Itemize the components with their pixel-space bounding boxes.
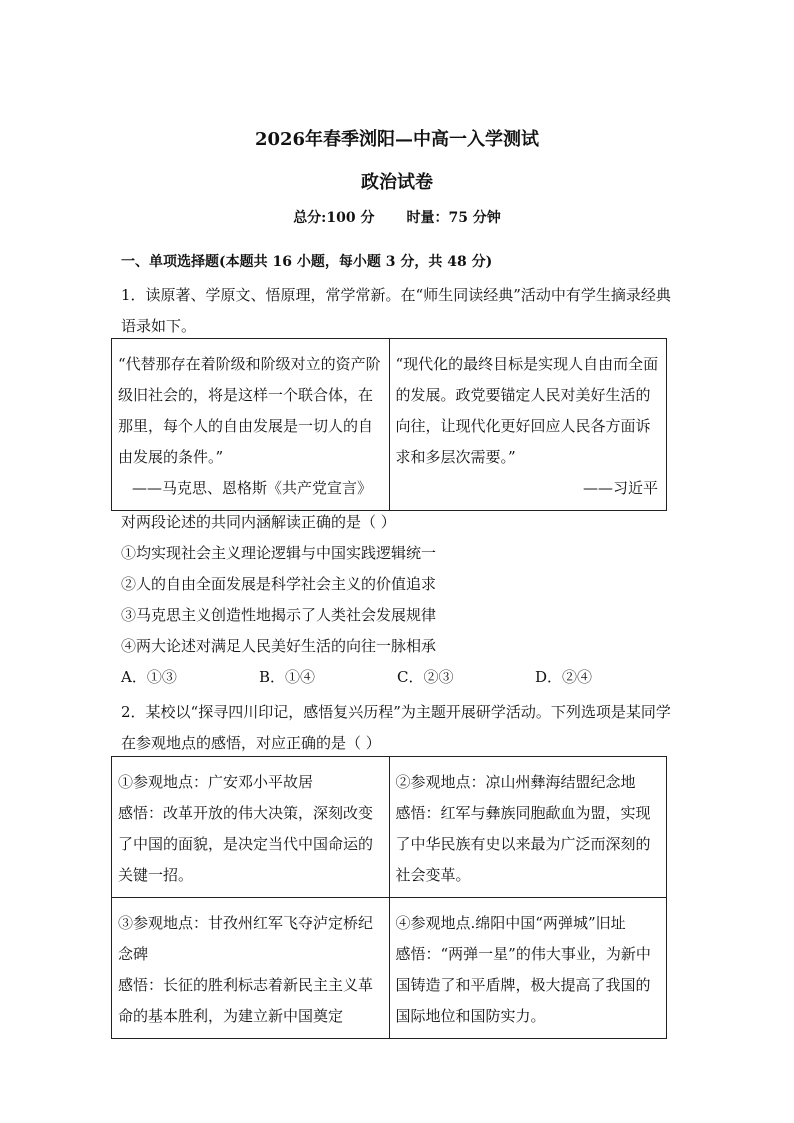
q1-quote-left: “代替那存在着阶级和阶级对立的资产阶级旧社会的，将是这样一个联合体，在那里，每个人的自由发展是一切人的自由发展的条件。” <box>118 355 381 466</box>
q1-stem: 1．读原著、学原文、悟原理，常学常新。在“师生同读经典”活动中有学生摘录经典语录如下。 <box>121 286 671 335</box>
q1-quote-right-cell <box>389 339 667 511</box>
q1-option-a: A．①③ <box>121 668 177 686</box>
exam-subtitle: 政治试卷 <box>361 172 433 193</box>
q2-cell-1-place: ①参观地点：广安邓小平故居 <box>118 773 314 791</box>
total-score: 总分:100 分 <box>293 210 375 226</box>
q2-cell-4-place: ④参观地点.绵阳中国“两弹城”旧址 <box>395 914 626 932</box>
q1-source-left: ——马克思、恩格斯《共产党宣言》 <box>132 479 373 497</box>
q1-quote-left-cell <box>112 339 390 511</box>
q2-table <box>111 756 667 1039</box>
q2-cell-3-insight: 感悟：长征的胜利标志着新民主主义革命的基本胜利，为建立新中国奠定 <box>118 976 374 1025</box>
q2-cell-1-insight: 感悟：改革开放的伟大决策，深刻改变了中国的面貌，是决定当代中国命运的关键一招。 <box>118 804 374 884</box>
q1-option-d: D．②④ <box>535 668 593 686</box>
section-heading: 一、单项选择题(本题共 16 小题，每小题 3 分，共 48 分) <box>121 254 493 270</box>
q1-options <box>121 666 681 688</box>
q1-item-4: ④两大论述对满足人民美好生活的向往一脉相承 <box>121 637 437 655</box>
q2-cell-1 <box>112 757 390 898</box>
q2-cell-3-place: ③参观地点：甘孜州红军飞夺泸定桥纪念碑 <box>118 914 374 963</box>
q1-quote-right: “现代化的最终目标是实现人自由而全面的发展。政党要锚定人民对美好生活的向往，让现代化更好回应人民各方面诉求和多层次需要。” <box>395 355 659 466</box>
q2-cell-2-place: ②参观地点：凉山州彝海结盟纪念地 <box>395 773 636 791</box>
q2-cell-2-insight: 感悟：红军与彝族同胞歃血为盟，实现了中华民族有史以来最为广泛而深刻的社会变革。 <box>395 804 651 884</box>
exam-meta <box>0 208 794 228</box>
time-limit: 时量：75 分钟 <box>406 210 501 226</box>
q2-stem: 2．某校以“探寻四川印记，感悟复兴历程”为主题开展研学活动。下列选项是某同学在参观地点的感悟，对应正确的是（ ） <box>121 703 671 752</box>
q1-quote-table <box>111 338 667 511</box>
q2-cell-2 <box>389 757 667 898</box>
q1-item-3: ③马克思主义创造性地揭示了人类社会发展规律 <box>121 606 437 624</box>
exam-title: 2026年春季浏阳—中高一入学测试 <box>254 129 540 150</box>
q1-question: 对两段论述的共同内涵解读正确的是（ ） <box>121 513 396 531</box>
q1-option-c: C．②③ <box>397 668 454 686</box>
q2-cell-4-insight: 感悟：“两弹一星”的伟大事业，为新中国铸造了和平盾牌，极大提高了我国的国际地位和国防实力。 <box>395 945 651 1025</box>
q1-item-2: ②人的自由全面发展是科学社会主义的价值追求 <box>121 575 437 593</box>
q1-item-1: ①均实现社会主义理论逻辑与中国实践逻辑统一 <box>121 544 437 562</box>
q2-cell-4 <box>389 898 667 1039</box>
q2-cell-3 <box>112 898 390 1039</box>
q1-source-right: ——习近平 <box>582 479 658 497</box>
q1-option-b: B．①④ <box>259 668 316 686</box>
